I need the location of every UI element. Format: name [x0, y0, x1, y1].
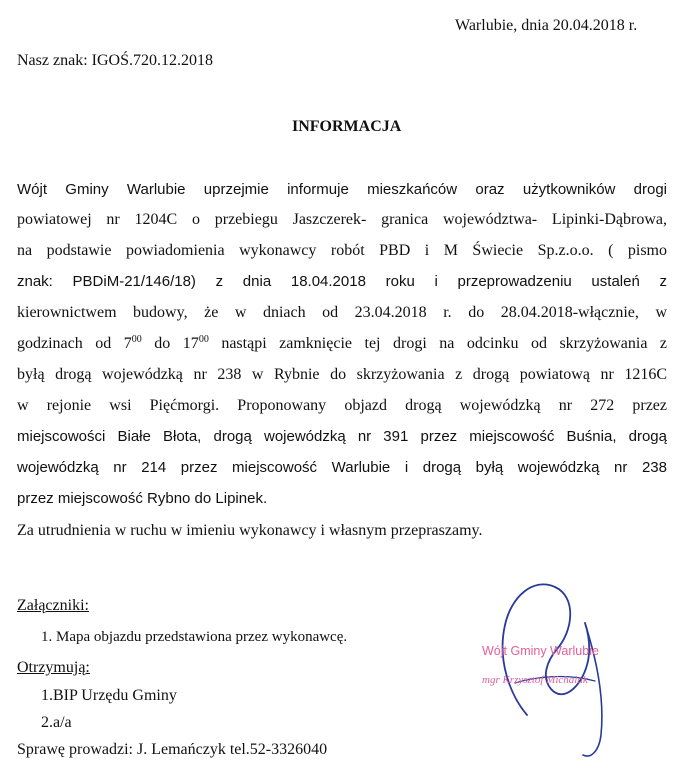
body-line: w rejonie wsi Pięćmorgi. Proponowany objazd drogą wojewódzką nr 272 przez: [17, 397, 667, 414]
recipient-item: 1.BIP Urzędu Gminy: [41, 687, 177, 704]
body-line: [17, 334, 667, 354]
attachments-label: Załączniki:: [17, 597, 89, 614]
reference-label: Nasz znak:: [17, 52, 88, 69]
closing-line: Za utrudnienia w ruchu w imieniu wykonawcy i własnym przepraszamy.: [17, 522, 483, 539]
recipient-item: 2.a/a: [41, 714, 72, 731]
recipients-label: Otrzymują:: [17, 659, 90, 676]
body-line: Wójt Gminy Warlubie uprzejmie informuje mieszkańców oraz użytkowników drogi: [17, 181, 667, 198]
stamp-title: Wójt Gminy Warlubie: [482, 644, 599, 658]
body-line-text: nastąpi zamknięcie tej drogi na odcinku od skrzyżowania z: [208, 335, 668, 352]
document-title: INFORMACJA: [292, 118, 402, 135]
time-superscript: 00: [198, 334, 209, 345]
body-line: znak: PBDiM-21/146/18) z dnia 18.04.2018 roku i przeprowadzeniu ustaleń z: [17, 273, 667, 290]
body-line: miejscowości Białe Błota, drogą wojewódzką nr 391 przez miejscowość Buśnia, drogą: [17, 428, 667, 445]
reference-line: [17, 51, 213, 71]
reference-number: IGOŚ.720.12.2018: [91, 52, 213, 69]
time-superscript: 00: [131, 334, 142, 345]
body-line: kierownictwem budowy, że w dniach od 23.04.2018 r. do 28.04.2018-włącznie, w: [17, 304, 667, 321]
body-line: na podstawie powiadomienia wykonawcy robót PBD i M Świecie Sp.z.o.o. ( pismo: [17, 242, 667, 259]
body-line: byłą drogą wojewódzką nr 238 w Rybnie do skrzyżowania z drogą powiatową nr 1216C: [17, 366, 667, 383]
handwritten-signature: [455, 565, 645, 765]
body-line: przez miejscowość Rybno do Lipinek.: [17, 490, 268, 507]
body-line-text: godzinach od 7: [17, 335, 132, 352]
prepared-by: Sprawę prowadzi: J. Lemańczyk tel.52-3326040: [17, 741, 328, 758]
body-line: wojewódzką nr 214 przez miejscowość Warlubie i drogą byłą wojewódzką nr 238: [17, 459, 667, 476]
stamp-name: mgr Krzysztof Michalak: [482, 674, 588, 686]
attachment-item: 1. Mapa objazdu przedstawiona przez wykonawcę.: [41, 629, 348, 645]
place-date: Warlubie, dnia 20.04.2018 r.: [455, 17, 638, 34]
body-line-text: do 17: [141, 335, 199, 352]
body-line: powiatowej nr 1204C o przebiegu Jaszczerek- granica województwa- Lipinki-Dąbrowa,: [17, 211, 667, 228]
